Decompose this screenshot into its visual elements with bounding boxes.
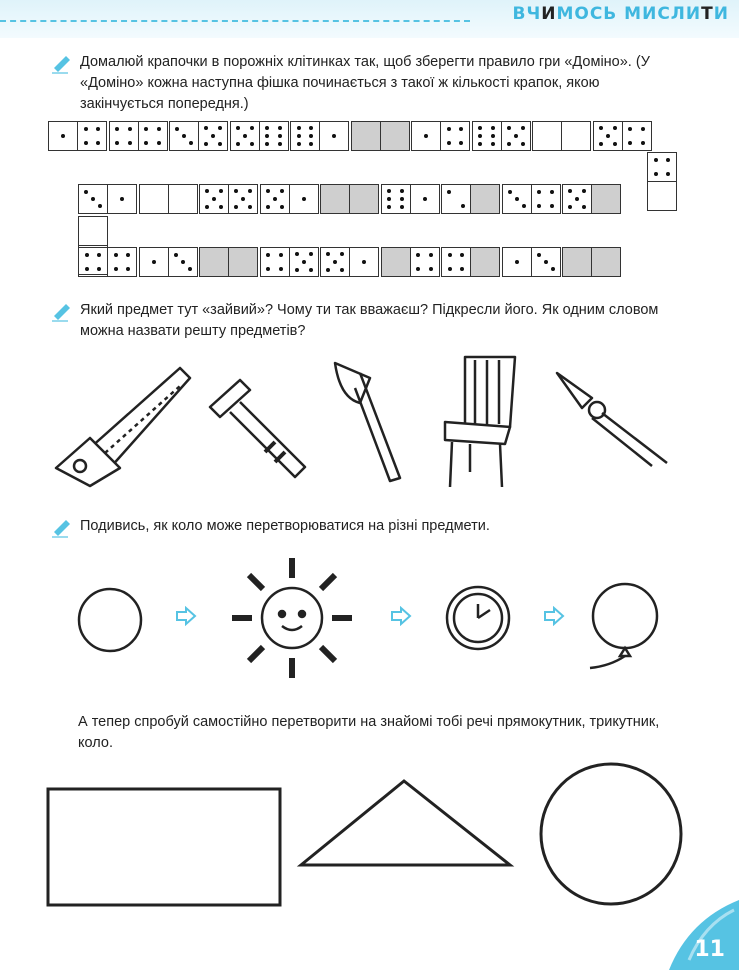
domino-dot (205, 205, 209, 209)
domino-dot (266, 205, 270, 209)
domino-tile (381, 247, 440, 277)
domino-row-3 (78, 247, 623, 277)
domino-half[interactable] (533, 122, 561, 150)
domino-dot (279, 267, 283, 271)
domino-dot (654, 158, 658, 162)
domino-tile (320, 247, 379, 277)
domino-dot (279, 253, 283, 257)
domino-dot (461, 204, 465, 208)
domino-half (261, 248, 289, 276)
domino-half (349, 185, 378, 213)
domino-half (442, 185, 470, 213)
domino-half (382, 185, 410, 213)
domino-dot (204, 126, 208, 130)
domino-half (138, 122, 167, 150)
domino-tile (260, 184, 319, 214)
circle-shape-large (536, 759, 686, 909)
domino-dot (400, 197, 404, 201)
domino-dot (266, 253, 270, 257)
domino-dot (416, 253, 420, 257)
domino-dot (250, 126, 254, 130)
rectangle-shape (45, 786, 285, 910)
domino-half (591, 248, 620, 276)
domino-dot (429, 253, 433, 257)
domino-dot (265, 126, 269, 130)
circle-shape (70, 580, 150, 660)
task-2-text: Який предмет тут «зайвий»? Чому ти так вважаєш? Підкресли його. Як одним словом можна назвати решту предметів? (80, 302, 659, 339)
domino-dot (568, 205, 572, 209)
hammer-icon[interactable] (205, 372, 320, 482)
domino-dot (613, 126, 617, 130)
domino-dot (537, 253, 541, 257)
arrow-right-icon (175, 606, 197, 626)
domino-dot (128, 141, 132, 145)
domino-tile (562, 247, 621, 277)
domino-dot (654, 172, 658, 176)
domino-dot (460, 267, 464, 271)
domino-half (442, 248, 470, 276)
domino-dot (234, 189, 238, 193)
domino-dot (326, 252, 330, 256)
domino-dot (212, 197, 216, 201)
domino-dot (387, 189, 391, 193)
domino-half (412, 122, 440, 150)
domino-half (107, 248, 136, 276)
domino-half (49, 122, 77, 150)
domino-dot (537, 190, 541, 194)
domino-dot (599, 142, 603, 146)
domino-dot (400, 189, 404, 193)
domino-dot (61, 134, 65, 138)
domino-dot (447, 190, 451, 194)
domino-tile (109, 121, 168, 151)
domino-dot (174, 253, 178, 257)
domino-dot (175, 127, 179, 131)
task-3 (50, 516, 690, 538)
domino-dot (641, 141, 645, 145)
domino-dot (278, 134, 282, 138)
domino-half (380, 122, 409, 150)
domino-dot (326, 268, 330, 272)
task-1 (50, 52, 682, 115)
domino-half (321, 248, 349, 276)
domino-half[interactable] (79, 217, 107, 245)
domino-dot (84, 141, 88, 145)
domino-dot (387, 205, 391, 209)
domino-half (622, 122, 651, 150)
domino-dot (459, 127, 463, 131)
domino-row-1 (48, 121, 653, 151)
domino-half (501, 122, 530, 150)
domino-dot (521, 142, 525, 146)
domino-dot (423, 197, 427, 201)
domino-half (291, 122, 319, 150)
domino-half (228, 248, 257, 276)
pencil-icon (50, 516, 76, 538)
domino-dot (280, 205, 284, 209)
domino-dot (295, 252, 299, 256)
domino-tile (593, 121, 652, 151)
domino-dot (575, 197, 579, 201)
domino-tile (351, 121, 410, 151)
task-1-text: Домалюй крапочки в порожніх клітинках так, щоб зберегти правило гри «Доміно». (У «Доміно» кожна наступна фішка починається з такої ж кількості крапок, якою закінчується попередня.) (80, 54, 650, 112)
domino-half (321, 185, 349, 213)
domino-dot (250, 142, 254, 146)
task-4-text: А тепер спробуй самостійно перетворити на знайомі тобі речі прямокутник, трикутник, коло. (78, 714, 660, 751)
domino-half (382, 248, 410, 276)
domino-half (503, 185, 531, 213)
domino-half (289, 248, 318, 276)
domino-half (591, 185, 620, 213)
domino-half (200, 248, 228, 276)
domino-half (140, 248, 168, 276)
domino-tile (502, 247, 561, 277)
domino-dot (448, 253, 452, 257)
domino-half (531, 248, 560, 276)
arrow-right-icon (390, 606, 412, 626)
domino-dot (97, 267, 101, 271)
pliers-icon[interactable] (552, 368, 672, 468)
domino-dot (491, 126, 495, 130)
triangle-shape (296, 776, 516, 870)
domino-dot (400, 205, 404, 209)
domino-dot (85, 267, 89, 271)
domino-dot (521, 126, 525, 130)
domino-dot (491, 134, 495, 138)
domino-dot (114, 267, 118, 271)
domino-tile (139, 247, 198, 277)
domino-dot (188, 267, 192, 271)
domino-dot (309, 142, 313, 146)
domino-dot (144, 141, 148, 145)
domino-dot (447, 127, 451, 131)
dashed-line (0, 20, 470, 22)
domino-tile (78, 247, 137, 277)
domino-dot (628, 127, 632, 131)
domino-half (349, 248, 378, 276)
domino-dot (550, 204, 554, 208)
domino-dot (126, 253, 130, 257)
domino-dot (234, 205, 238, 209)
domino-tile (139, 184, 198, 214)
domino-dot (97, 253, 101, 257)
domino-dot (84, 190, 88, 194)
domino-vertical-right (647, 152, 677, 211)
domino-half[interactable] (168, 185, 197, 213)
domino-dot (248, 189, 252, 193)
domino-dot (297, 134, 301, 138)
domino-dot (309, 268, 313, 272)
domino-dot (96, 127, 100, 131)
domino-tile (199, 184, 258, 214)
domino-dot (416, 267, 420, 271)
domino-half (170, 122, 198, 150)
domino-dot (265, 142, 269, 146)
domino-dot (460, 253, 464, 257)
domino-dot (515, 197, 519, 201)
domino-half (79, 185, 107, 213)
domino-dot (551, 267, 555, 271)
domino-dot (309, 134, 313, 138)
domino-half (259, 122, 288, 150)
domino-tile (532, 121, 591, 151)
domino-tile (441, 247, 500, 277)
domino-dot (387, 197, 391, 201)
domino-tile (199, 247, 258, 277)
domino-dot (522, 204, 526, 208)
domino-dot (515, 260, 519, 264)
domino-tile (441, 184, 500, 214)
domino-half (648, 153, 676, 181)
domino-dot (243, 134, 247, 138)
domino-dot (278, 126, 282, 130)
domino-dot (582, 189, 586, 193)
domino-half (261, 185, 289, 213)
domino-dot (332, 134, 336, 138)
domino-tile (472, 121, 531, 151)
domino-dot (297, 142, 301, 146)
domino-dot (362, 260, 366, 264)
domino-dot (606, 134, 610, 138)
domino-dot (309, 252, 313, 256)
domino-half (473, 122, 501, 150)
domino-row-2 (78, 184, 623, 214)
domino-dot (582, 205, 586, 209)
domino-dot (478, 126, 482, 130)
domino-dot (218, 142, 222, 146)
domino-dot (85, 253, 89, 257)
domino-half (319, 122, 348, 150)
domino-dot (628, 141, 632, 145)
task-4 (78, 712, 678, 754)
domino-half (79, 248, 107, 276)
domino-dot (241, 197, 245, 201)
domino-dot (544, 260, 548, 264)
domino-dot (459, 141, 463, 145)
domino-dot (333, 260, 337, 264)
domino-dot (205, 189, 209, 193)
domino-dot (507, 126, 511, 130)
domino-dot (424, 134, 428, 138)
domino-dot (666, 172, 670, 176)
domino-dot (507, 142, 511, 146)
domino-dot (266, 189, 270, 193)
domino-dot (218, 126, 222, 130)
domino-dot (666, 158, 670, 162)
pencil-icon (50, 300, 76, 322)
domino-dot (295, 268, 299, 272)
domino-dot (297, 126, 301, 130)
domino-dot (144, 127, 148, 131)
domino-dot (550, 190, 554, 194)
domino-dot (182, 134, 186, 138)
domino-tile (502, 184, 561, 214)
balloon-icon (580, 576, 670, 676)
domino-half (107, 185, 136, 213)
clock-icon (438, 578, 518, 658)
domino-dot (152, 260, 156, 264)
domino-tile (320, 184, 379, 214)
domino-dot (236, 126, 240, 130)
domino-half (289, 185, 318, 213)
domino-dot (508, 190, 512, 194)
domino-dot (448, 267, 452, 271)
domino-half (503, 248, 531, 276)
domino-dot (302, 197, 306, 201)
domino-half (228, 185, 257, 213)
domino-tile (411, 121, 470, 151)
domino-half (594, 122, 622, 150)
domino-half (200, 185, 228, 213)
section-title: ВЧИМОСЬ МИСЛИТИ (512, 4, 729, 24)
domino-dot (309, 126, 313, 130)
domino-half (168, 248, 197, 276)
domino-dot (478, 134, 482, 138)
domino-tile (260, 247, 319, 277)
domino-dot (447, 141, 451, 145)
domino-dot (219, 189, 223, 193)
domino-tile (48, 121, 107, 151)
domino-dot (599, 126, 603, 130)
domino-half (77, 122, 106, 150)
domino-tile (78, 184, 137, 214)
domino-dot (478, 142, 482, 146)
domino-half[interactable] (648, 181, 676, 210)
domino-half (531, 185, 560, 213)
task-2 (50, 300, 690, 342)
domino-dot (278, 142, 282, 146)
domino-dot (128, 127, 132, 131)
domino-half (198, 122, 227, 150)
domino-dot (115, 127, 119, 131)
domino-tile (169, 121, 228, 151)
domino-dot (340, 268, 344, 272)
domino-half (410, 185, 439, 213)
domino-dot (568, 189, 572, 193)
domino-half (231, 122, 259, 150)
domino-half (563, 248, 591, 276)
domino-dot (302, 260, 306, 264)
domino-dot (219, 205, 223, 209)
domino-dot (96, 141, 100, 145)
task-3-text: Подивись, як коло може перетворюватися на різні предмети. (80, 518, 490, 534)
domino-dot (157, 127, 161, 131)
domino-dot (273, 197, 277, 201)
page-number: 11 (694, 937, 725, 962)
domino-dot (211, 134, 215, 138)
domino-half (352, 122, 380, 150)
domino-half[interactable] (561, 122, 590, 150)
domino-dot (126, 267, 130, 271)
domino-tile (381, 184, 440, 214)
domino-dot (157, 141, 161, 145)
domino-dot (120, 197, 124, 201)
domino-half (440, 122, 469, 150)
axe-icon[interactable] (330, 358, 415, 483)
domino-dot (613, 142, 617, 146)
domino-dot (248, 205, 252, 209)
chair-icon[interactable] (440, 352, 520, 492)
domino-tile (562, 184, 621, 214)
domino-dot (204, 142, 208, 146)
domino-half[interactable] (140, 185, 168, 213)
domino-dot (641, 127, 645, 131)
domino-dot (236, 142, 240, 146)
domino-tile (230, 121, 289, 151)
domino-dot (514, 134, 518, 138)
domino-dot (280, 189, 284, 193)
domino-half (410, 248, 439, 276)
domino-dot (189, 141, 193, 145)
domino-dot (340, 252, 344, 256)
domino-dot (265, 134, 269, 138)
domino-dot (115, 141, 119, 145)
pencil-icon (50, 52, 76, 74)
domino-dot (84, 127, 88, 131)
domino-half (110, 122, 138, 150)
domino-dot (429, 267, 433, 271)
saw-icon[interactable] (50, 358, 200, 488)
domino-dot (537, 204, 541, 208)
domino-half (470, 248, 499, 276)
domino-half (470, 185, 499, 213)
domino-dot (181, 260, 185, 264)
sun-icon (222, 548, 362, 688)
domino-dot (91, 197, 95, 201)
domino-dot (114, 253, 118, 257)
domino-dot (266, 267, 270, 271)
domino-dot (491, 142, 495, 146)
arrow-right-icon (543, 606, 565, 626)
domino-tile (290, 121, 349, 151)
domino-dot (98, 204, 102, 208)
domino-half (563, 185, 591, 213)
